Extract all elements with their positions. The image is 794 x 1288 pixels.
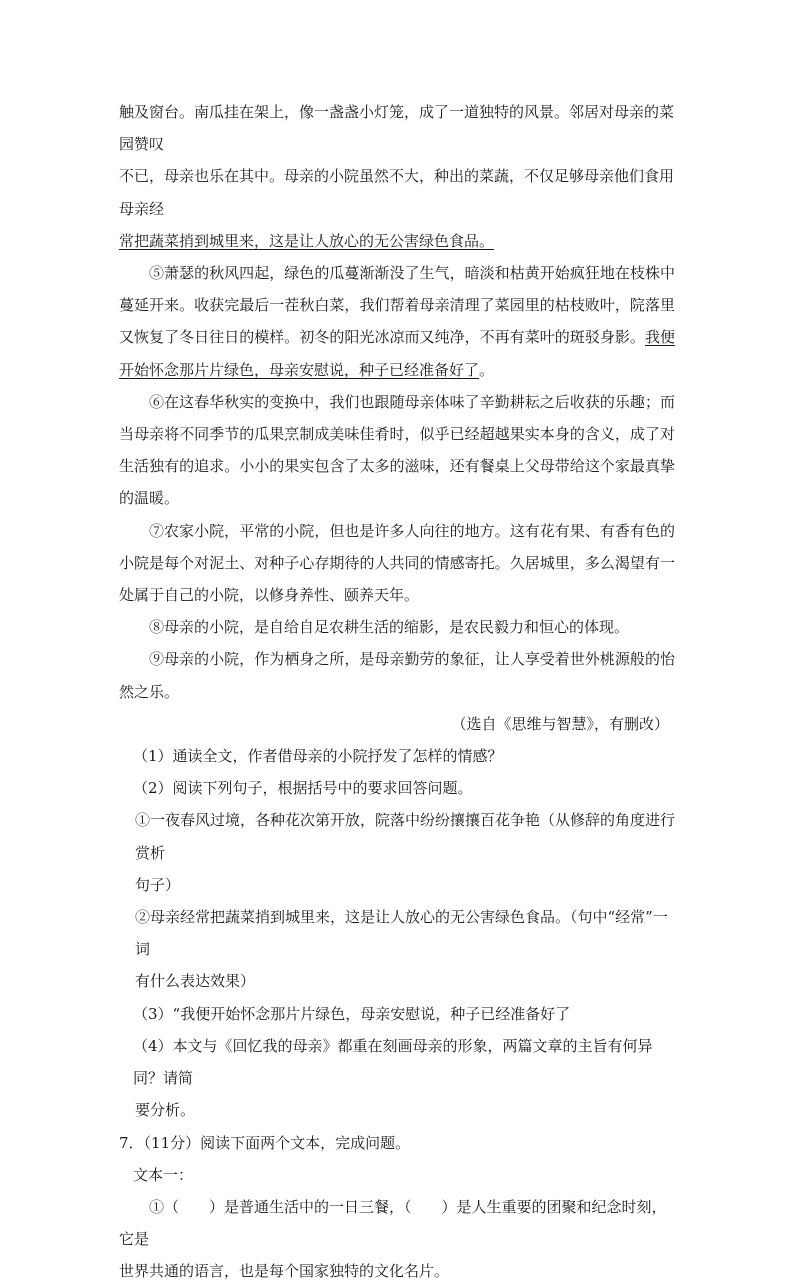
question-7-header: 7．（11分）阅读下面两个文本，完成问题。 bbox=[119, 1133, 411, 1152]
paragraph-5 bbox=[119, 257, 675, 386]
question-4-line-1: （4）本文与《回忆我的母亲》都重在刻画母亲的形象，两篇文章的主旨有何异同？请简 bbox=[133, 1036, 653, 1088]
question-2: （2）阅读下列句子，根据括号中的要求回答问题。 bbox=[133, 779, 473, 798]
question-2-2-line-2: 有什么表达效果） bbox=[135, 972, 256, 991]
paragraph-9: ⑨母亲的小院，作为栖身之所，是母亲勤劳的象征，让人享受着世外桃源般的怡然之乐。 bbox=[119, 650, 675, 701]
source-citation: （选自《思维与智慧》，有删改） bbox=[451, 714, 669, 733]
underlined-sentence-5a: 我便开始怀念那片片绿 bbox=[119, 328, 675, 379]
underlined-sentence-5b: 色，母亲安慰说，种子已经准备好了 bbox=[239, 360, 480, 379]
text-one-label: 文本一： bbox=[133, 1165, 194, 1184]
text-one-paragraph-1-line-1: ①（ ）是普通生活中的一日三餐，（ ）是人生重要的团聚和纪念时刻，它是 bbox=[119, 1197, 667, 1249]
paragraph-5-text: ⑤萧瑟的秋风四起，绿色的瓜蔓渐渐没了生气，暗淡和枯黄开始疯狂地在枝株中蔓延开来。收获完最后一茬秋白菜，我们帮着母亲清理了菜园里的枯枝败叶，院落里又恢复了冬日往日的模样。初冬的阳光冰凉而又纯净，不再有菜叶的斑驳身影。 bbox=[119, 264, 675, 347]
question-4-line-2: 要分析。 bbox=[135, 1101, 196, 1120]
paragraph-4-line-1: 触及窗台。南瓜挂在架上，像一盏盏小灯笼，成了一道独特的风景。邻居对母亲的菜园赞叹 bbox=[119, 103, 675, 154]
question-1: （1）通读全文，作者借母亲的小院抒发了怎样的情感？ bbox=[133, 747, 503, 766]
text-one-paragraph-1-line-2: 世界共通的语言，也是每个国家独特的文化名片。 bbox=[119, 1262, 450, 1281]
question-2-2-line-1: ②母亲经常把蔬菜捎到城里来，这是让人放心的无公害绿色食品。（句中“经常”一词 bbox=[135, 908, 668, 959]
paragraph-5-end: 。 bbox=[479, 360, 495, 379]
question-2-1-line-1: ①一夜春风过境，各种花次第开放，院落中纷纷攘攘百花争艳（从修辞的角度进行赏析 bbox=[135, 811, 676, 862]
paragraph-6: ⑥在这春华秋实的变换中，我们也跟随母亲体味了辛勤耕耘之后收获的乐趣；而当母亲将不同季节的瓜果烹制成美味佳肴时，似乎已经超越果实本身的含义，成了对生活独有的追求。小小的果实包含了太多的滋味，还有餐桌上父母带给这个家最真挚的温暖。 bbox=[119, 392, 675, 508]
paragraph-4-line-2: 不已，母亲也乐在其中。母亲的小院虽然不大，种出的菜蔬，不仅足够母亲他们食用母亲经 bbox=[119, 167, 675, 218]
question-2-1-line-2: 句子） bbox=[135, 875, 181, 894]
paragraph-4-line-3 bbox=[119, 225, 675, 257]
document-content bbox=[119, 96, 675, 1288]
underlined-sentence-4: 常把蔬菜捎到城里来，这是让人放心的无公害绿色食品。 bbox=[119, 231, 495, 250]
paragraph-7: ⑦农家小院，平常的小院，但也是许多人向往的地方。这有花有果、有香有色的小院是每个对泥土、对种子心存期待的人共同的情感寄托。久居城里，多么渴望有一处属于自己的小院，以修身养性、颐养天年。 bbox=[119, 521, 675, 605]
question-3: （3）“我便开始怀念那片片绿色，母亲安慰说，种子已经准备好了 bbox=[133, 1004, 571, 1023]
paragraph-8: ⑧母亲的小院，是自给自足农耕生活的缩影，是农民毅力和恒心的体现。 bbox=[149, 618, 630, 637]
